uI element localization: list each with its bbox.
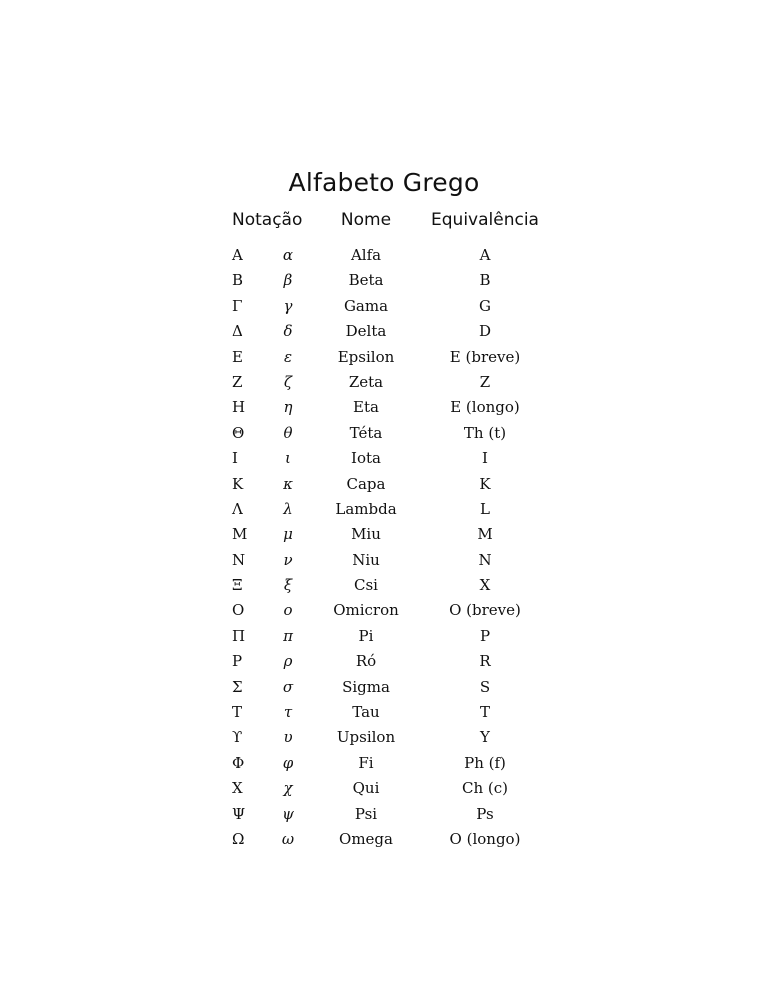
lowercase-letter: μ — [283, 525, 293, 544]
header-notacao: Notação — [232, 210, 303, 230]
table-row — [0, 421, 768, 446]
letter-equivalence: B — [479, 271, 491, 290]
letter-equivalence: N — [478, 550, 492, 569]
uppercase-letter: Θ — [232, 423, 245, 442]
uppercase-letter: Σ — [232, 677, 243, 696]
page-title: Alfabeto Grego — [288, 167, 480, 197]
header-nome: Nome — [340, 210, 392, 230]
letter-name: Beta — [348, 271, 384, 290]
table-row — [0, 497, 768, 522]
lowercase-letter: γ — [283, 296, 293, 315]
uppercase-letter: Ρ — [232, 652, 243, 671]
letter-equivalence: I — [482, 449, 488, 468]
letter-name: Capa — [346, 474, 386, 493]
lowercase-letter: ο — [283, 601, 293, 620]
letter-equivalence: M — [477, 525, 493, 544]
letter-name: Qui — [352, 779, 380, 798]
letter-equivalence: A — [479, 246, 491, 264]
uppercase-letter: Λ — [232, 499, 243, 518]
letter-name: Csi — [354, 576, 378, 595]
letter-name: Niu — [352, 550, 380, 569]
table-row — [0, 294, 768, 319]
letter-equivalence: X — [479, 576, 491, 595]
uppercase-letter: Ε — [232, 347, 243, 366]
letter-name: Zeta — [348, 372, 384, 391]
uppercase-letter: Ω — [232, 829, 245, 848]
table-row — [0, 725, 768, 750]
lowercase-letter: σ — [282, 677, 294, 696]
table-row — [0, 598, 768, 623]
lowercase-letter: υ — [283, 728, 293, 747]
letter-equivalence: G — [479, 296, 491, 315]
letter-equivalence: Ch (c) — [461, 779, 508, 798]
table-row — [0, 472, 768, 497]
table-row — [0, 370, 768, 395]
table-row — [0, 624, 768, 649]
letter-name: Ró — [355, 652, 377, 671]
lowercase-letter: η — [283, 398, 293, 417]
uppercase-letter: Φ — [232, 753, 245, 772]
table-row — [0, 700, 768, 725]
letter-name: Fi — [358, 753, 374, 772]
lowercase-letter: ζ — [283, 372, 293, 391]
table-body — [0, 243, 768, 852]
table-row — [0, 751, 768, 776]
header-equivalencia: Equivalência — [431, 210, 539, 230]
letter-name: Alfa — [350, 246, 382, 264]
lowercase-letter: φ — [282, 753, 294, 772]
letter-name: Psi — [354, 804, 378, 823]
table-row — [0, 243, 768, 268]
letter-equivalence: L — [480, 499, 490, 518]
letter-equivalence: P — [479, 626, 491, 645]
letter-name: Iota — [351, 449, 381, 468]
letter-name: Upsilon — [336, 728, 396, 747]
letter-equivalence: S — [479, 677, 491, 696]
uppercase-letter: Ι — [232, 449, 238, 468]
letter-name: Sigma — [342, 677, 390, 696]
uppercase-letter: Β — [232, 271, 244, 290]
lowercase-letter: κ — [283, 474, 293, 493]
letter-name: Tau — [352, 703, 380, 722]
letter-name: Miu — [351, 525, 381, 544]
uppercase-letter: ϒ — [232, 728, 243, 747]
letter-equivalence: O (breve) — [449, 601, 521, 620]
letter-equivalence: K — [479, 474, 491, 493]
letter-equivalence: E (longo) — [450, 398, 520, 417]
uppercase-letter: Ψ — [232, 804, 246, 823]
lowercase-letter: ω — [281, 829, 295, 848]
letter-name: Eta — [353, 398, 379, 417]
lowercase-letter: ψ — [282, 804, 294, 823]
table-row — [0, 675, 768, 700]
lowercase-letter: ν — [283, 550, 293, 569]
lowercase-letter: θ — [283, 423, 293, 442]
uppercase-letter: Ξ — [232, 576, 243, 595]
lowercase-letter: π — [283, 626, 293, 645]
lowercase-letter: λ — [283, 499, 293, 518]
letter-equivalence: Th (t) — [463, 423, 507, 442]
lowercase-letter: ι — [285, 449, 291, 468]
table-row — [0, 268, 768, 293]
table-row — [0, 827, 768, 852]
letter-equivalence: R — [479, 652, 491, 671]
table-row — [0, 446, 768, 471]
letter-name: Epsilon — [337, 347, 395, 366]
table-row — [0, 573, 768, 598]
uppercase-letter: Π — [232, 626, 246, 645]
lowercase-letter: ξ — [283, 576, 293, 595]
uppercase-letter: Χ — [232, 779, 243, 798]
lowercase-letter: χ — [283, 779, 293, 798]
letter-name: Delta — [345, 322, 387, 341]
letter-equivalence: Ph (f) — [464, 753, 506, 772]
table-row — [0, 395, 768, 420]
table-row — [0, 802, 768, 827]
table-row — [0, 776, 768, 801]
uppercase-letter: Κ — [232, 474, 244, 493]
letter-name: Lambda — [335, 499, 397, 518]
letter-equivalence: Ps — [476, 804, 494, 823]
letter-name: Gama — [343, 296, 389, 315]
lowercase-letter: ρ — [283, 652, 293, 671]
letter-name: Omega — [339, 829, 393, 848]
uppercase-letter: Ο — [232, 601, 245, 620]
lowercase-letter: δ — [283, 322, 293, 341]
uppercase-letter: Η — [232, 398, 246, 417]
lowercase-letter: α — [282, 246, 294, 264]
letter-equivalence: O (longo) — [449, 829, 521, 848]
table-row — [0, 649, 768, 674]
uppercase-letter: Ζ — [232, 372, 243, 391]
letter-equivalence: Z — [479, 372, 491, 391]
uppercase-letter: Τ — [232, 703, 243, 722]
table-row — [0, 319, 768, 344]
lowercase-letter: ε — [283, 347, 293, 366]
uppercase-letter: Γ — [232, 296, 243, 315]
letter-name: Pi — [358, 626, 374, 645]
letter-equivalence: D — [478, 322, 492, 341]
letter-name: Téta — [349, 423, 383, 442]
uppercase-letter: Δ — [232, 322, 243, 341]
letter-equivalence: E (breve) — [449, 347, 521, 366]
table-row — [0, 548, 768, 573]
table-row — [0, 522, 768, 547]
lowercase-letter: β — [283, 271, 293, 290]
table-header — [0, 200, 768, 242]
letter-equivalence: T — [479, 703, 490, 722]
uppercase-letter: Μ — [232, 525, 248, 544]
uppercase-letter: Ν — [232, 550, 246, 569]
letter-equivalence: Y — [480, 728, 490, 747]
uppercase-letter: Α — [232, 246, 243, 264]
lowercase-letter: τ — [283, 703, 293, 722]
letter-name: Omicron — [333, 601, 399, 620]
table-row — [0, 345, 768, 370]
